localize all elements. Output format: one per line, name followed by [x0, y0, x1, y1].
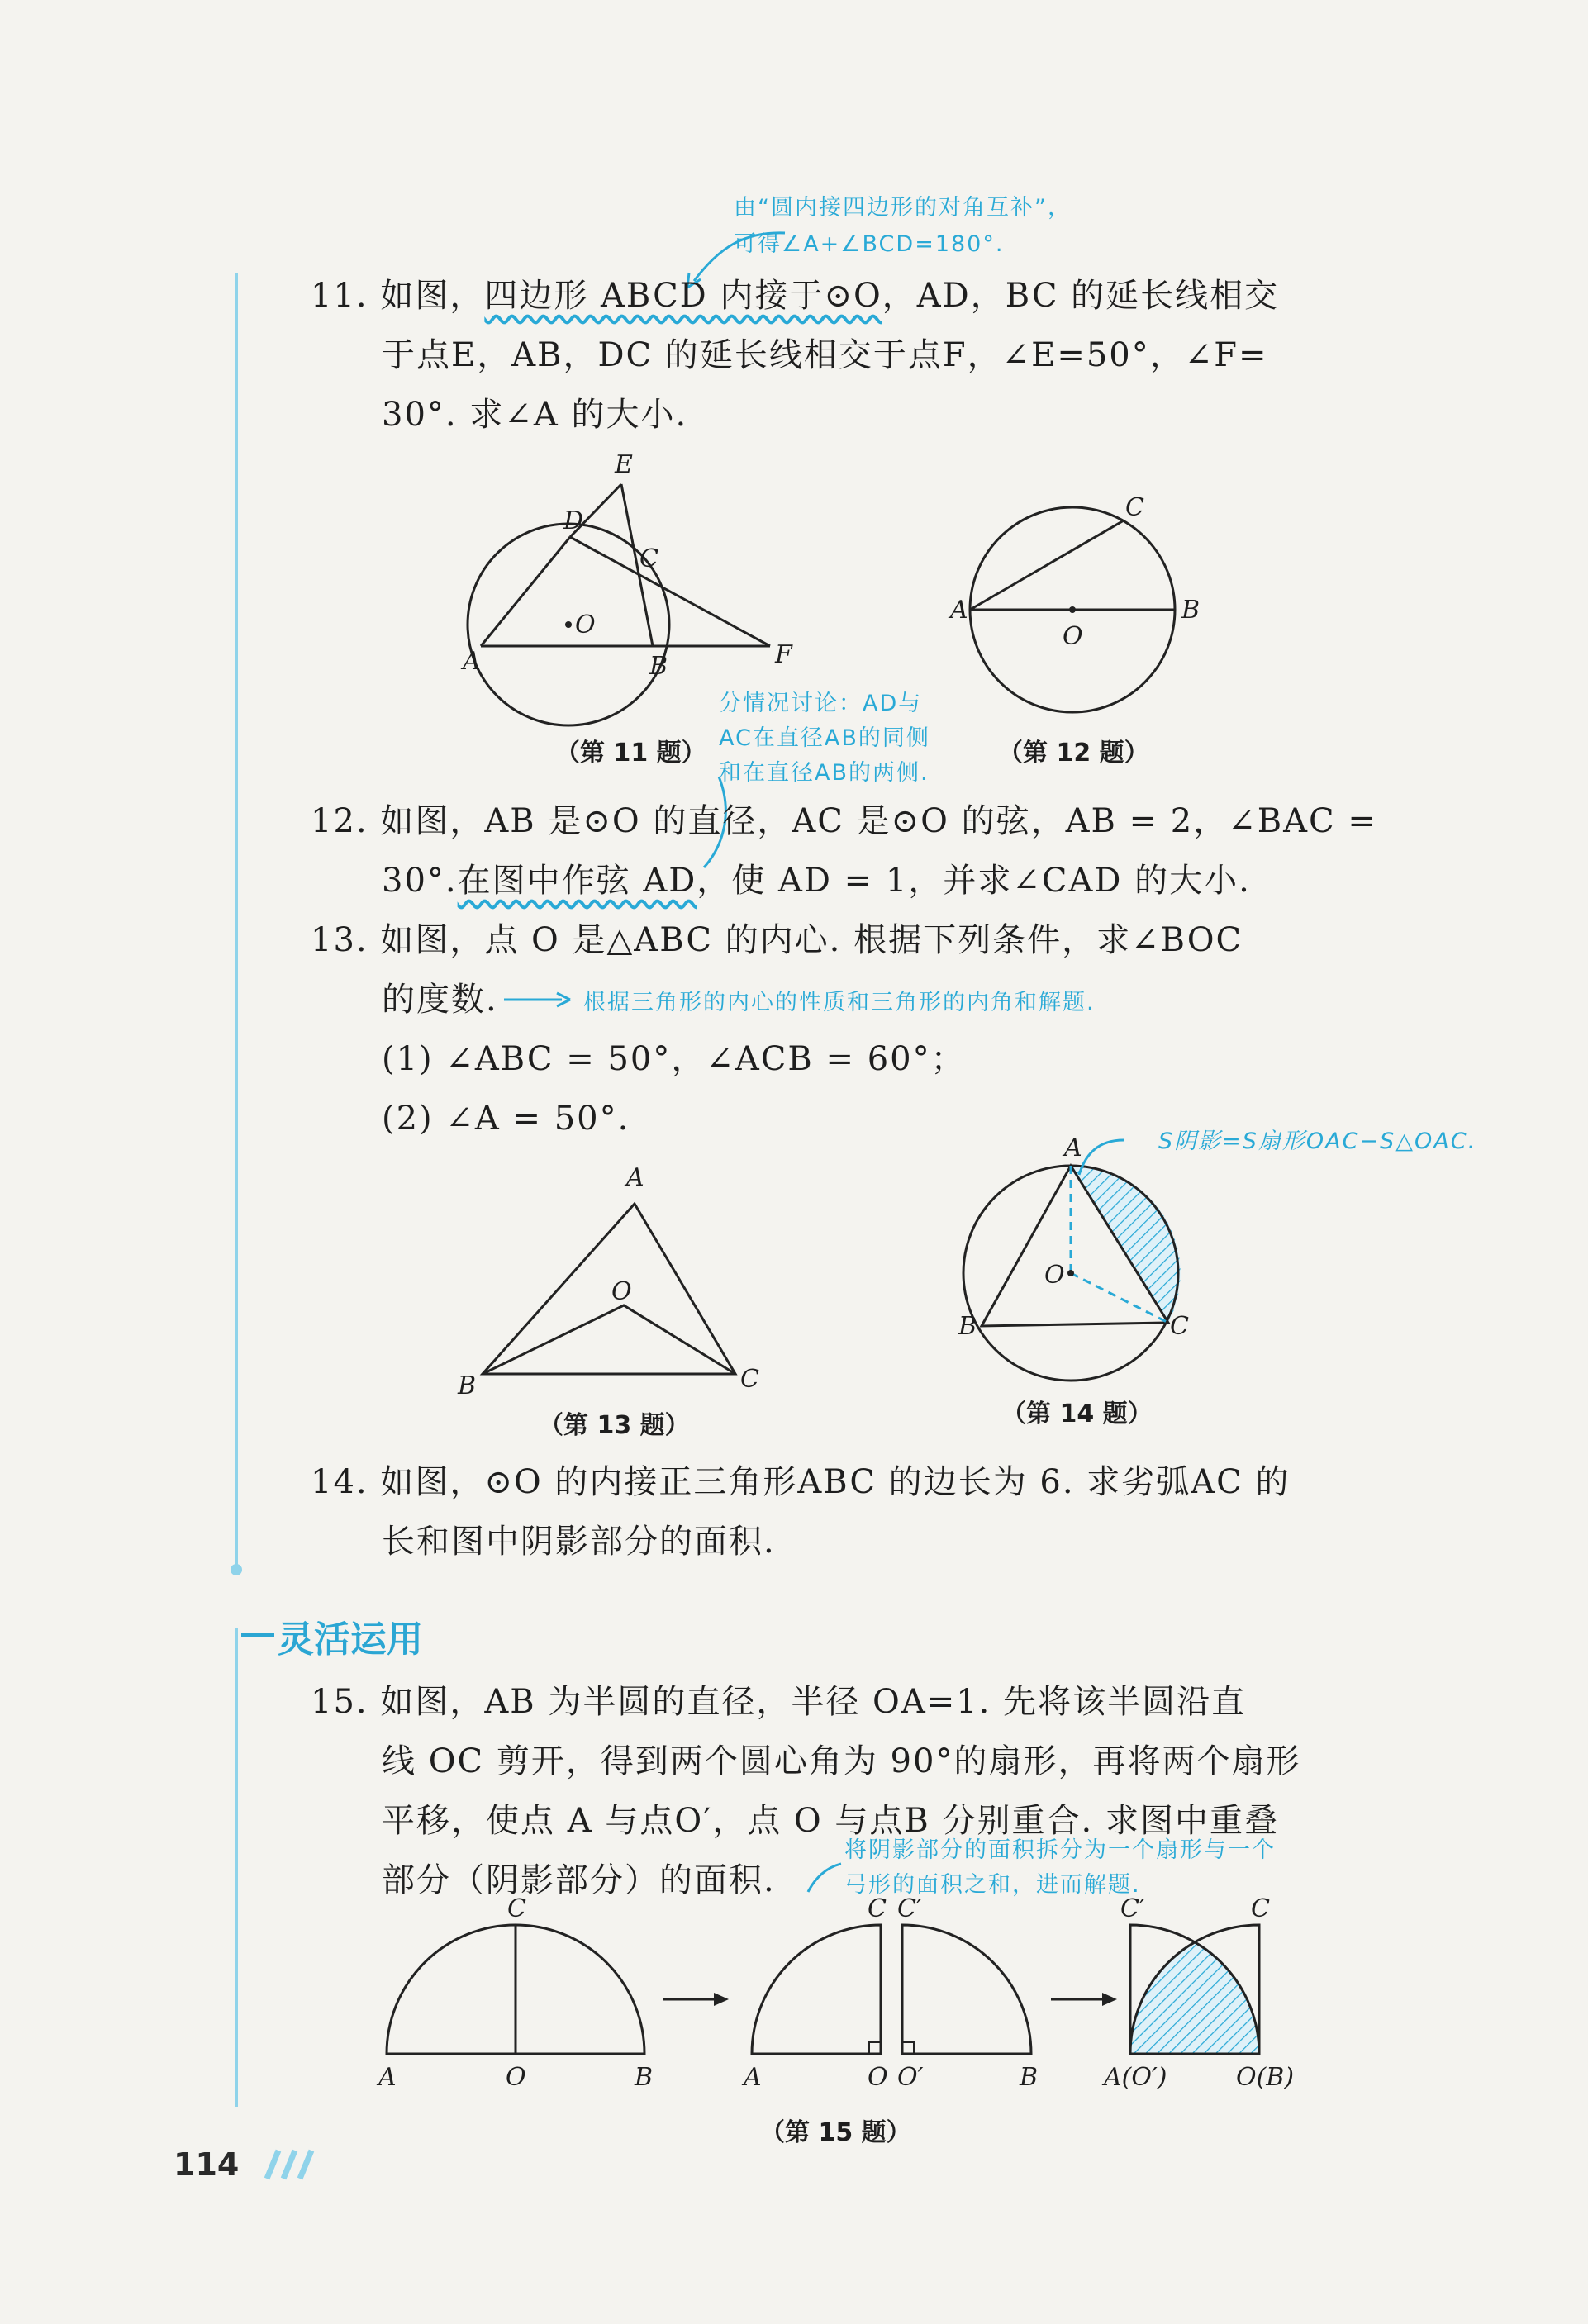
fig15-label-O2: O: [868, 2063, 888, 2092]
fig15-label-A1: A: [378, 2063, 397, 2092]
note-15-line2: 弓形的面积之和，进而解题.: [844, 1872, 1141, 1898]
problem-15-line4: 部分（阴影部分）的面积.: [382, 1861, 776, 1899]
fig11-label-C: C: [639, 544, 658, 573]
section-title: 灵活运用: [278, 1618, 423, 1661]
figure-15: [372, 1892, 1363, 2107]
problem-15-line3: 平移，使点 A 与点O′，点 O 与点B 分别重合. 求图中重叠: [382, 1802, 1279, 1840]
caption-figure-15: （第 15 题）: [760, 2118, 911, 2147]
caption-figure-14: （第 14 题）: [1001, 1400, 1153, 1428]
note-13-arrow: [504, 988, 578, 1013]
problem-12-key-phrase: 在图中作弦 AD: [457, 862, 697, 900]
margin-bar-top: [235, 273, 238, 1570]
fig15-label-O1: O: [506, 2063, 526, 2092]
fig15-label-B1: B: [635, 2063, 654, 2092]
fig12-label-O: O: [1063, 622, 1083, 651]
problem-12-line1: 12. 如图，AB 是⊙O 的直径，AC 是⊙O 的弦，AB = 2，∠BAC =: [311, 802, 1377, 840]
figure-11: [463, 446, 843, 711]
fig13-label-O: O: [611, 1277, 632, 1306]
problem-11-line1-rest: ，AD，BC 的延长线相交: [882, 277, 1280, 315]
fig11-label-D: D: [563, 506, 584, 535]
problem-14-line1: 14. 如图，⊙O 的内接正三角形ABC 的边长为 6. 求劣弧AC 的: [311, 1463, 1291, 1501]
problem-12-line2-start: 30°.: [382, 862, 458, 900]
fig14-label-B: B: [958, 1312, 977, 1341]
fig11-label-E: E: [615, 450, 633, 479]
problem-11-line1: [311, 266, 1279, 326]
note-13: 根据三角形的内心的性质和三角形的内角和解题.: [583, 990, 1096, 1015]
fig15-label-AOp3: A(O′): [1104, 2063, 1167, 2092]
problem-12-line2: [382, 851, 1251, 910]
note-12-line1: 分情况讨论：AD与: [719, 691, 923, 716]
fig15-label-C1: C: [507, 1894, 526, 1923]
fig15-label-Op2: O′: [897, 2063, 924, 2092]
figure-12: [950, 487, 1231, 735]
caption-figure-13: （第 13 题）: [539, 1411, 690, 1440]
note-14-arrow: [1074, 1133, 1140, 1191]
page-number-stripes-icon: [250, 2147, 316, 2180]
page-number-value: 114: [174, 2146, 240, 2183]
fig12-label-A: A: [950, 596, 968, 625]
section-divider: [241, 1633, 274, 1637]
problem-13-line1: 13. 如图，点 O 是△ABC 的内心. 根据下列条件，求∠BOC: [311, 921, 1243, 959]
fig13-label-B: B: [458, 1371, 477, 1400]
fig13-label-A: A: [626, 1163, 644, 1192]
note-11-line1: 由“圆内接四边形的对角互补”，: [734, 195, 1072, 221]
problem-11-key-phrase: 四边形 ABCD 内接于⊙O: [484, 277, 882, 315]
fig14-label-A: A: [1064, 1133, 1082, 1162]
fig11-label-O: O: [575, 611, 596, 639]
problem-12-line2-rest: ，使 AD = 1，并求∠CAD 的大小.: [697, 862, 1251, 900]
problem-11-line2: 于点E，AB，DC 的延长线相交于点F，∠E=50°，∠F=: [382, 336, 1268, 374]
fig14-label-O: O: [1044, 1261, 1065, 1290]
fig15-label-C3: C: [1251, 1894, 1270, 1923]
problem-13-condition-1: (1) ∠ABC = 50°，∠ACB = 60°；: [382, 1040, 966, 1078]
problem-13-condition-2: (2) ∠A = 50°.: [382, 1100, 630, 1138]
margin-bar-bottom: [235, 1628, 238, 2107]
fig11-label-F: F: [775, 640, 792, 669]
figure-13: [454, 1161, 785, 1417]
fig14-label-C: C: [1170, 1312, 1189, 1341]
problem-15-line1: 15. 如图，AB 为半圆的直径，半径 OA=1. 先将该半圆沿直: [311, 1683, 1247, 1721]
fig15-label-Cp3: C′: [1120, 1894, 1145, 1923]
note-12-line2: AC在直径AB的同侧: [719, 725, 930, 751]
note-11-line2: 可得∠A+∠BCD=180°.: [734, 231, 1005, 257]
fig12-label-B: B: [1181, 596, 1201, 625]
problem-13-line2: 的度数.: [382, 981, 498, 1019]
caption-figure-12: （第 12 题）: [998, 739, 1149, 768]
note-12-line3: 和在直径AB的两侧.: [719, 760, 930, 786]
problem-11-number-text: 11. 如图，: [311, 277, 485, 315]
note-14: S阴影=S扇形OAC−S△OAC.: [1158, 1129, 1477, 1154]
note-15-line1: 将阴影部分的面积拆分为一个扇形与一个: [844, 1837, 1276, 1863]
fig15-label-B2: B: [1020, 2063, 1039, 2092]
problem-15-line2: 线 OC 剪开，得到两个圆心角为 90°的扇形，再将两个扇形: [382, 1742, 1301, 1780]
caption-figure-11: （第 11 题）: [555, 739, 706, 768]
fig15-label-OB3: O(B): [1236, 2063, 1295, 2092]
page-number: [174, 2146, 316, 2183]
problem-11-line3: 30°. 求∠A 的大小.: [382, 396, 688, 434]
problem-14-line2: 长和图中阴影部分的面积.: [382, 1523, 776, 1561]
fig15-label-A2: A: [744, 2063, 762, 2092]
margin-bar-dot: [231, 1564, 242, 1575]
fig15-label-Cp2: C′: [897, 1894, 922, 1923]
fig11-label-B: B: [649, 652, 668, 681]
fig11-label-A: A: [463, 647, 481, 676]
fig12-label-C: C: [1125, 493, 1144, 522]
fig15-label-C2: C: [868, 1894, 887, 1923]
fig13-label-C: C: [740, 1365, 759, 1394]
